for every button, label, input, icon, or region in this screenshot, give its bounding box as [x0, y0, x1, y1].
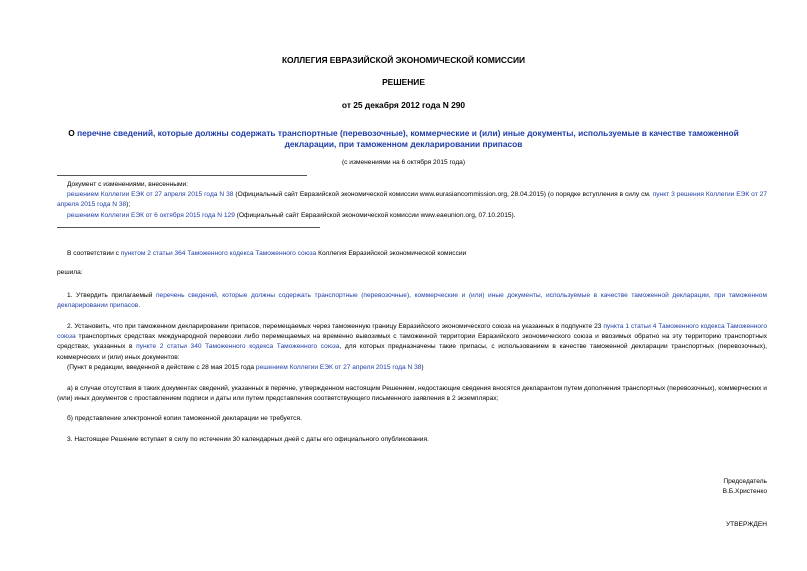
- p2-note-text-b: ): [421, 364, 424, 371]
- p1-link[interactable]: перечень сведений, которые должны содержать транспортные (перевозочные), коммерческие и (или) иные документы, используемые в качестве таможенной декларации, при таможенном декларировании припасов: [57, 292, 767, 310]
- p2-note-text-a: (Пункт в редакции, введенной в действие с 28 мая 2015 года: [67, 364, 256, 371]
- intro-link[interactable]: пунктом 2 статьи 364 Таможенного кодекса Таможенного союза: [120, 250, 317, 257]
- change-1-end: );: [126, 201, 131, 209]
- change-1-link2[interactable]: пункт 3 решения Коллегии ЕЭК от 27 апреля 2015 года N 38: [57, 191, 767, 209]
- change-1-link[interactable]: решением Коллегии ЕЭК от 27 апреля 2015 года N 38: [67, 191, 234, 198]
- doc-title-link[interactable]: перечне сведений, которые должны содержать транспортные (перевозочные), коммерческие и (или) иные документы, используемые в качестве таможенной декларации, при таможенном декларировании припасов: [77, 128, 739, 149]
- p2-note-link[interactable]: решением Коллегии ЕЭК от 27 апреля 2015 года N 38: [255, 364, 422, 371]
- change-2-text: (Официальный сайт Евразийской экономической комиссии www.eaeunion.org, 07.10.2015).: [234, 212, 516, 219]
- signature-block: [723, 477, 767, 498]
- change-item-2: [67, 211, 516, 221]
- resolved-label: решила:: [57, 269, 83, 276]
- p2-text-a: 2. Установить, что при таможенном декларировании припасов, перемещаемых через таможенную границу Евразийского экономического союза на указанных в подпункте 23: [67, 323, 604, 330]
- paragraph-2: [57, 322, 767, 363]
- approved-label: УТВЕРЖДЕН: [725, 521, 767, 528]
- doc-date: от 25 декабря 2012 года N 290: [341, 100, 466, 110]
- paragraph-2-note: [67, 363, 424, 373]
- paragraph-3: 3. Настоящее Решение вступает в силу по истечении 30 календарных дней с даты его официального опубликования.: [67, 436, 429, 443]
- doc-title: [60, 128, 747, 150]
- doc-title-prefix: О: [68, 128, 78, 138]
- change-1-text: (Официальный сайт Евразийской экономической комиссии www.eurasiancommission.org, 28.04.2015) (о порядке вступления в силу см.: [233, 191, 653, 198]
- doc-type: РЕШЕНИЕ: [382, 77, 425, 87]
- p2-text-c: , для которых предназначены такие припасы, с использованием в качестве таможенной декларации транспортных (перевозочных), коммерческих и (или) иных документов:: [57, 343, 768, 361]
- divider-top: [57, 175, 307, 176]
- amended-note: (с изменениями на 6 октября 2015 года): [341, 159, 466, 166]
- divider-bottom: [57, 227, 320, 228]
- p2-link-2[interactable]: пункте 2 статьи 340 Таможенного кодекса Таможенного союза: [136, 343, 340, 351]
- change-2-link[interactable]: решением Коллегии ЕЭК от 6 октября 2015 года N 129: [67, 212, 235, 219]
- p2-text-b: транспортных средствах международной перевозки либо перемещаемых на временно вывозимых с таможенной территории Евразийского экономического союза и ввозимых обратно на эту территорию транспортных средствах, указанных в: [57, 333, 767, 351]
- signatory-name: В.Б.Христенко: [722, 488, 767, 496]
- org-title: КОЛЛЕГИЯ ЕВРАЗИЙСКОЙ ЭКОНОМИЧЕСКОЙ КОМИССИИ: [281, 55, 526, 65]
- p1-text-b: .: [138, 302, 141, 310]
- pa-text: а) в случае отсутствия в таких документах сведений, указанных в перечне, утвержденном настоящим Решением, недостающие сведения вносятся декларантом путем дополнения транспортных (перевозочных), коммерческих и (или) иных документов с проставлением подписи и даты или путем представления соответствующего письменного заявления в 2 экземплярах;: [57, 385, 767, 403]
- p1-text-a: 1. Утвердить прилагаемый: [67, 292, 156, 299]
- p2-link-1[interactable]: пункта 1 статьи 4 Таможенного кодекса Таможенного союза: [57, 323, 767, 341]
- intro-paragraph: [67, 249, 466, 259]
- intro-text-b: Коллегия Евразийской экономической комиссии: [316, 250, 467, 257]
- paragraph-a: [57, 384, 767, 404]
- paragraph-1: [57, 291, 767, 311]
- paragraph-b: б) представление электронной копии таможенной декларации не требуется.: [67, 415, 302, 422]
- changes-intro: Документ с изменениями, внесенными:: [67, 181, 189, 188]
- intro-text-a: В соответствии с: [67, 250, 121, 257]
- signatory-role: Председатель: [723, 478, 767, 485]
- change-item-1: [57, 190, 767, 210]
